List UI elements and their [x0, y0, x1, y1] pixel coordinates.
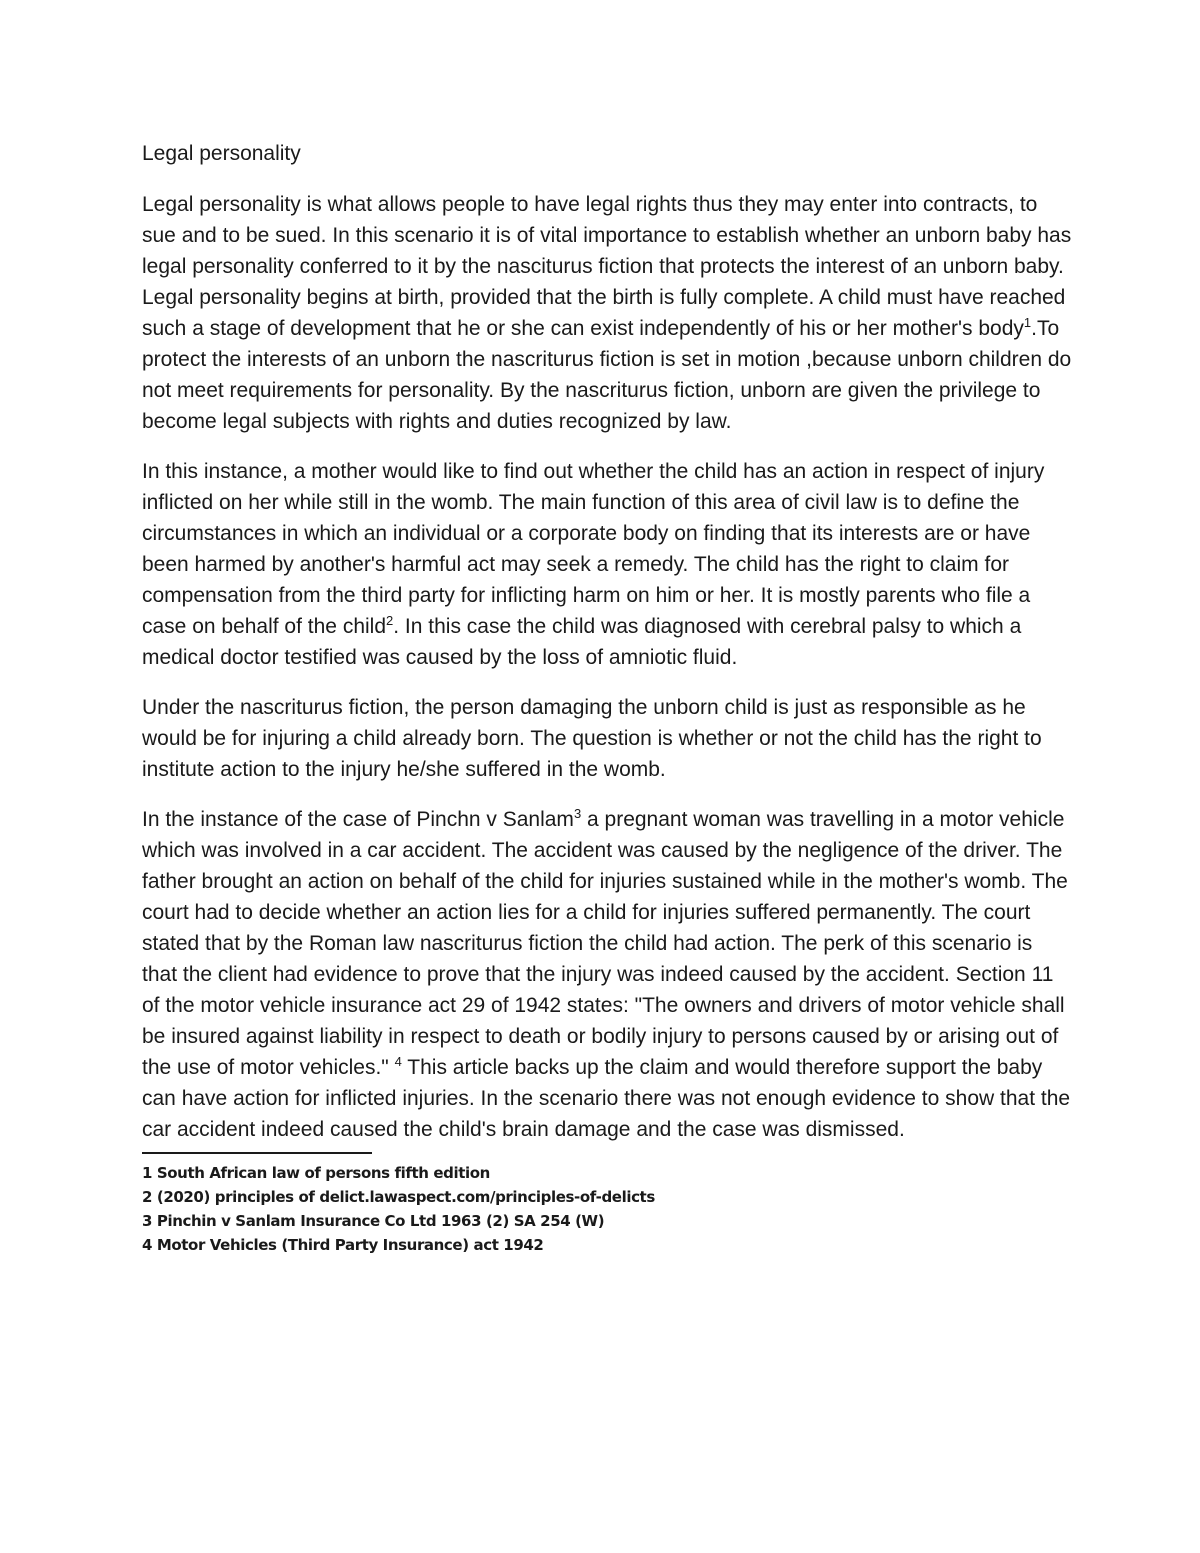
footnote-ref-2: 2 [386, 613, 394, 628]
document-title: Legal personality [142, 142, 301, 165]
footnote-ref-1: 1 [1023, 315, 1032, 330]
paragraph-text: .To protect the interests of an unborn the nascriturus fiction is set in motion ,because unborn children do not meet requirements for personality. By the nascriturus fiction, unborn are given the privilege to become legal subjects with rights and duties recognized by law. [142, 317, 1072, 433]
paragraph-text: Legal personality is what allows people to have legal rights thus they may enter into contracts, to sue and to be sued. In this scenario it is of vital importance to establish whether an unborn baby has legal personality conferred to it by the nasciturus fiction that protects the interest of an unborn baby. Legal personality begins at birth, provided that the birth is fully complete. A child must have reached such a stage of development that he or she can exist independently of his or her mother's body [142, 193, 1072, 340]
document-page [142, 138, 1072, 1257]
paragraph-text: a pregnant woman was travelling in a motor vehicle which was involved in a car accident. The accident was caused by the negligence of the driver. The father brought an action on behalf of the child for injuries sustained while in the mother's womb. The court had to decide whether an action lies for a child for injuries suffered permanently. The court stated that by the Roman law nascriturus fiction the child had action. The perk of this scenario is that the client had evidence to prove that the injury was indeed caused by the accident. Section 11 of the motor vehicle insurance act 29 of 1942 states: "The owners and drivers of motor vehicle shall be insured against liability in respect to death or bodily injury to persons caused by or arising out of the use of motor vehicles." [142, 808, 1068, 1079]
paragraph-text: In this instance, a mother would like to find out whether the child has an action in respect of injury inflicted on her while still in the womb. The main function of this area of civil law is to define the circumstances in which an individual or a corporate body on finding that its interests are or have been harmed by another's harmful act may seek a remedy. The child has the right to claim for compensation from the third party for inflicting harm on him or her. It is mostly parents who file a case on behalf of the child [142, 460, 1045, 638]
footnotes [142, 1161, 1072, 1257]
paragraph-pinchin-case [142, 804, 1072, 1145]
footnote-divider [142, 1152, 372, 1154]
footnote-1: 1 South African law of persons fifth edition [142, 1164, 490, 1182]
footnote-2: 2 (2020) principles of delict.lawaspect.com/principles-of-delicts [142, 1188, 655, 1206]
paragraph-mother-action [142, 456, 1072, 673]
paragraph-text: In the instance of the case of Pinchn v Sanlam [142, 808, 574, 831]
paragraph-text: This article backs up the claim and would therefore support the baby can have action for inflicted injuries. In the scenario there was not enough evidence to show that the car accident indeed caused the child's brain damage and the case was dismissed. [142, 1056, 1071, 1141]
paragraph-text: Under the nascriturus fiction, the person damaging the unborn child is just as responsible as he would be for injuring a child already born. The question is whether or not the child has the right to institute action to the injury he/she suffered in the womb. [142, 696, 1042, 781]
footnote-4: 4 Motor Vehicles (Third Party Insurance) act 1942 [142, 1236, 544, 1254]
footnote-ref-4: 4 [394, 1054, 402, 1069]
paragraph-nascriturus-fiction [142, 692, 1072, 785]
paragraph-text: . In this case the child was diagnosed with cerebral palsy to which a medical doctor testified was caused by the loss of amniotic fluid. [142, 615, 1022, 669]
footnote-ref-3: 3 [573, 806, 582, 821]
paragraph-legal-personality [142, 189, 1072, 437]
footnote-3: 3 Pinchin v Sanlam Insurance Co Ltd 1963 (2) SA 254 (W) [142, 1212, 605, 1230]
